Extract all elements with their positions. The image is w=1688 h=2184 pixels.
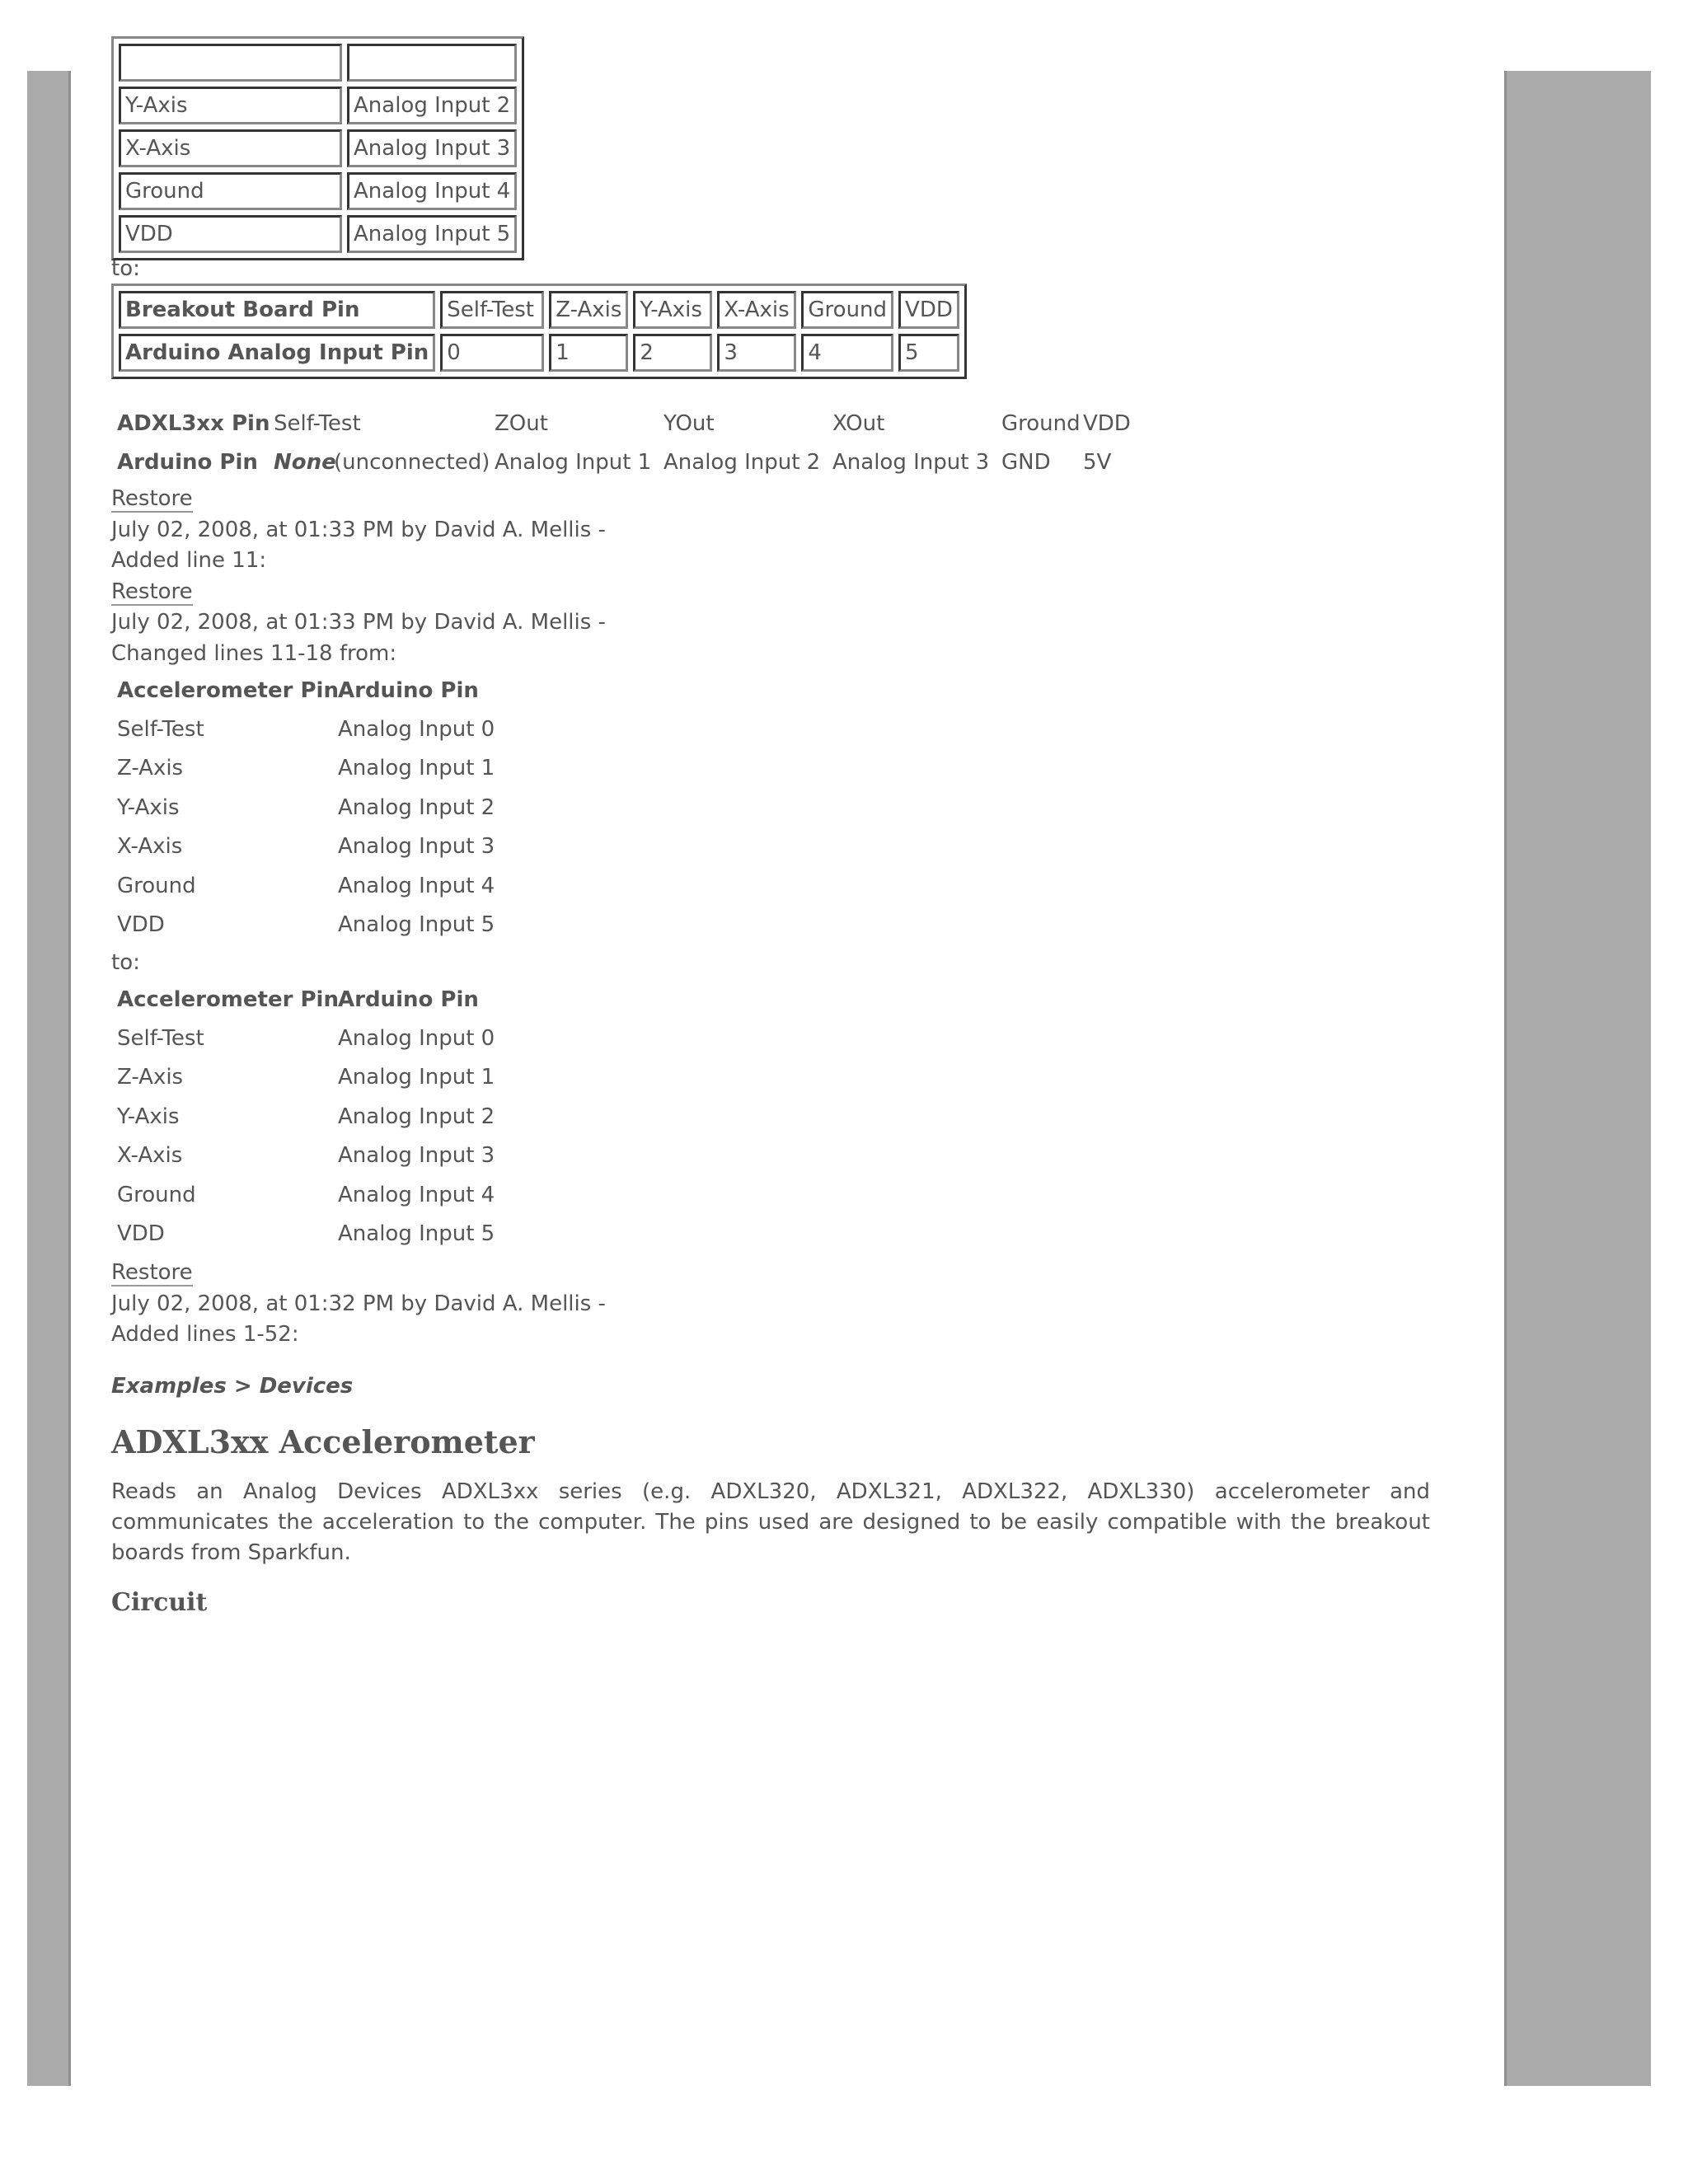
table-cell: XOut xyxy=(832,411,885,436)
restore-link[interactable]: Restore xyxy=(111,579,193,604)
table-cell: Analog Input 4 xyxy=(347,172,517,210)
table-cell: Z-Axis xyxy=(549,291,628,329)
table-cell: X-Axis xyxy=(117,834,183,859)
table-cell: Analog Input 3 xyxy=(832,450,990,475)
table-cell: VDD xyxy=(898,291,959,329)
table-cell: X-Axis xyxy=(119,129,342,167)
table-cell: Self-Test xyxy=(117,717,204,742)
arduino-pin-label: Arduino Pin xyxy=(117,450,258,475)
table-cell: Ground xyxy=(801,291,893,329)
breadcrumb: Examples > Devices xyxy=(111,1374,354,1399)
table-cell: Self-Test xyxy=(117,1026,204,1051)
to-label: to: xyxy=(111,256,140,281)
revision-meta: July 02, 2008, at 01:33 PM by David A. Mellis - xyxy=(111,610,606,635)
table-cell: Ground xyxy=(1001,411,1081,436)
table-cell: 2 xyxy=(633,334,712,372)
table-header-cell: Breakout Board Pin xyxy=(119,291,435,329)
table-cell: Z-Axis xyxy=(117,756,184,780)
table-cell: 3 xyxy=(717,334,796,372)
table-cell: X-Axis xyxy=(117,1143,183,1168)
table-cell: Analog Input 2 xyxy=(338,795,495,820)
table-cell: Ground xyxy=(117,1183,196,1207)
table-cell: 4 xyxy=(801,334,893,372)
table-cell: Self-Test xyxy=(440,291,544,329)
circuit-heading: Circuit xyxy=(111,1588,208,1617)
table-header-cell: Arduino Pin xyxy=(338,987,479,1012)
table-cell: Self-Test xyxy=(274,411,361,436)
table-cell: Analog Input 5 xyxy=(347,215,517,253)
table-cell: Y-Axis xyxy=(117,795,180,820)
table-header-cell: Arduino Pin xyxy=(338,678,479,703)
table-cell: Analog Input 3 xyxy=(338,1143,495,1168)
table-header-cell: Accelerometer Pin xyxy=(117,987,339,1012)
table-cell xyxy=(347,44,517,82)
table-cell: YOut xyxy=(663,411,715,436)
revision-note: Added lines 1-52: xyxy=(111,1322,299,1347)
revision-note: Changed lines 11-18 from: xyxy=(111,641,397,666)
table-cell: VDD xyxy=(119,215,342,253)
table-cell: Analog Input 1 xyxy=(338,756,495,780)
table-cell: Analog Input 2 xyxy=(338,1104,495,1129)
table-cell: Analog Input 5 xyxy=(338,1221,495,1246)
right-sidebar xyxy=(1504,71,1651,2086)
table-cell: Ground xyxy=(119,172,342,210)
table-cell: Y-Axis xyxy=(117,1104,180,1129)
table-cell: Analog Input 4 xyxy=(338,1183,495,1207)
table-header-cell: Accelerometer Pin xyxy=(117,678,339,703)
to-label: to: xyxy=(111,950,140,975)
table-cell: None xyxy=(274,450,336,475)
revision-restore-row xyxy=(111,484,193,514)
pin-table-top xyxy=(111,36,524,260)
table-cell: Y-Axis xyxy=(633,291,712,329)
table-cell: GND xyxy=(1001,450,1051,475)
table-cell: 5 xyxy=(898,334,959,372)
table-header-cell: Arduino Analog Input Pin xyxy=(119,334,435,372)
table-cell: VDD xyxy=(117,912,165,937)
table-cell: Z-Axis xyxy=(117,1065,184,1090)
revision-meta: July 02, 2008, at 01:32 PM by David A. Mellis - xyxy=(111,1291,606,1316)
table-cell: Ground xyxy=(117,874,196,898)
table-cell: Analog Input 1 xyxy=(338,1065,495,1090)
table-row xyxy=(119,215,517,253)
table-cell: Analog Input 3 xyxy=(338,834,495,859)
restore-link[interactable]: Restore xyxy=(111,1260,193,1285)
table-cell: X-Axis xyxy=(717,291,796,329)
table-row xyxy=(119,87,517,124)
revision-restore-row xyxy=(111,1258,193,1288)
revision-note: Added line 11: xyxy=(111,548,267,573)
table-cell: VDD xyxy=(1083,411,1131,436)
table-cell: Analog Input 0 xyxy=(338,1026,495,1051)
description: Reads an Analog Devices ADXL3xx series (e.g. ADXL320, ADXL321, ADXL322, ADXL330) accelerometer and communicates the acceleration to the computer. The pins used are designed to be easily compatible with the breakout boards from Sparkfun. xyxy=(111,1479,1430,1565)
table-cell: 5V xyxy=(1083,450,1112,475)
table-cell: Analog Input 1 xyxy=(495,450,652,475)
breakout-board-table xyxy=(111,284,967,379)
table-cell: Analog Input 5 xyxy=(338,912,495,937)
revision-meta: July 02, 2008, at 01:33 PM by David A. Mellis - xyxy=(111,518,606,542)
table-row xyxy=(119,44,517,82)
table-row xyxy=(119,334,959,372)
adxl-pin-label: ADXL3xx Pin xyxy=(117,411,270,436)
table-cell: ZOut xyxy=(495,411,548,436)
table-cell: Analog Input 4 xyxy=(338,874,495,898)
table-cell xyxy=(119,44,342,82)
table-cell: VDD xyxy=(117,1221,165,1246)
revision-restore-row xyxy=(111,577,193,607)
restore-link[interactable]: Restore xyxy=(111,486,193,511)
table-cell: 0 xyxy=(440,334,544,372)
table-cell: Analog Input 3 xyxy=(347,129,517,167)
table-cell: Analog Input 2 xyxy=(347,87,517,124)
table-cell: Analog Input 2 xyxy=(663,450,821,475)
table-cell: (unconnected) xyxy=(334,450,490,475)
table-row xyxy=(119,129,517,167)
table-cell: Analog Input 0 xyxy=(338,717,495,742)
table-row xyxy=(119,172,517,210)
table-row xyxy=(119,291,959,329)
table-cell: Y-Axis xyxy=(119,87,342,124)
left-sidebar xyxy=(27,71,71,2086)
page-title: ADXL3xx Accelerometer xyxy=(111,1423,535,1460)
table-cell: 1 xyxy=(549,334,628,372)
